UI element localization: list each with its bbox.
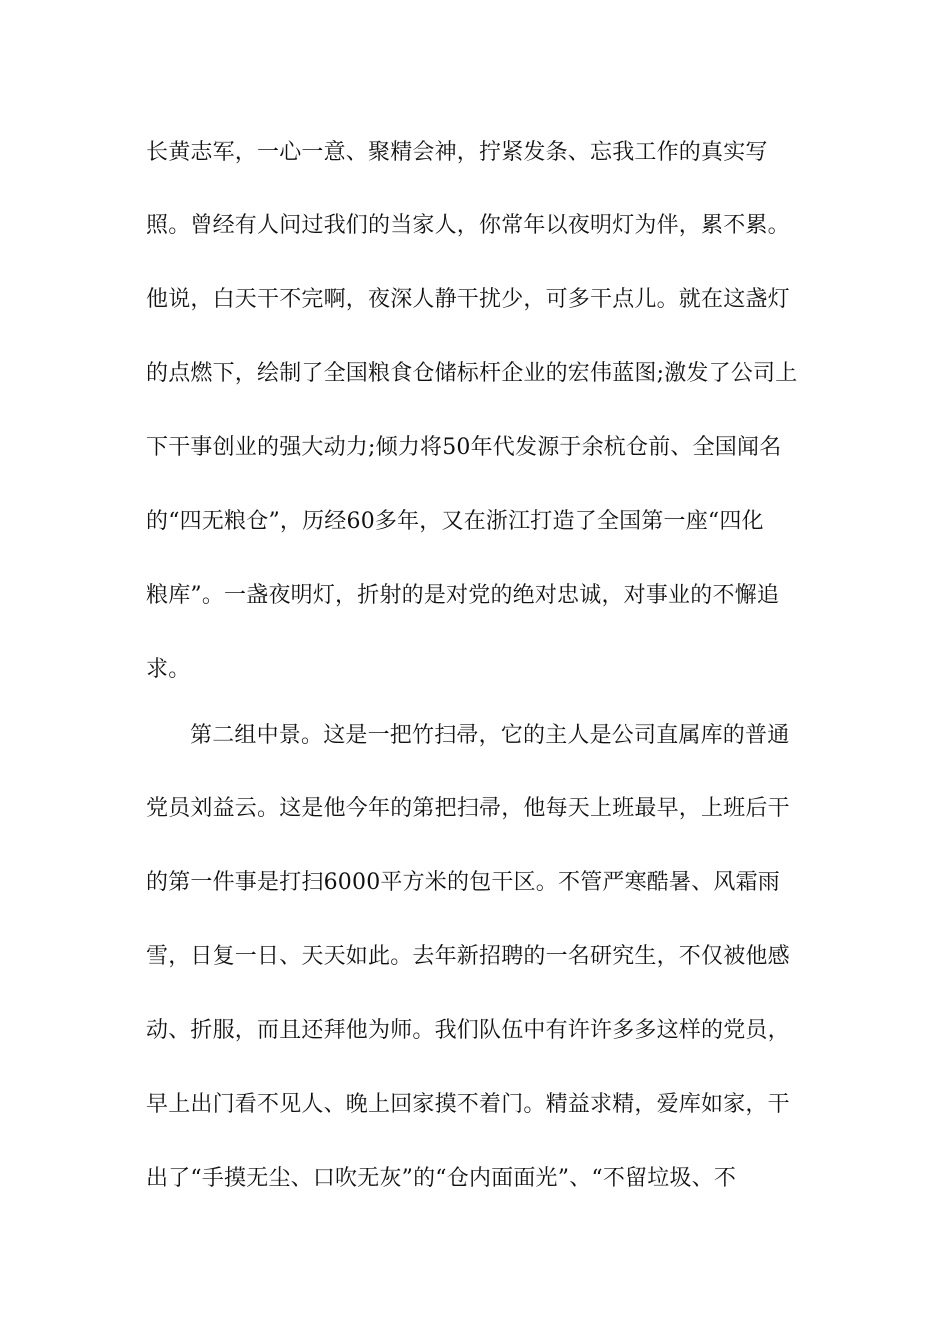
text-line-11: 的第一件事是打扫6000平方米的包干区。不管严寒酷暑、风霜雨 [146, 870, 780, 895]
paragraph-start-line: 第二组中景。这是一把竹扫帚，它的主人是公司直属库的普通 [190, 723, 790, 748]
text-line-2: 照。曾经有人问过我们的当家人，你常年以夜明灯为伴，累不累。 [146, 213, 790, 238]
text-line-14: 早上出门看不见人、晚上回家摸不着门。精益求精，爱库如家，干 [146, 1092, 790, 1117]
text-line-8: 求。 [146, 657, 191, 682]
text-line-10: 党员刘益云。这是他今年的第把扫帚，他每天上班最早，上班后干 [146, 796, 790, 821]
text-line-6: 的“四无粮仓”，历经60多年，又在浙江打造了全国第一座“四化 [146, 509, 764, 534]
text-line-7: 粮库”。一盏夜明灯，折射的是对党的绝对忠诚，对事业的不懈追 [146, 583, 780, 608]
text-line-13: 动、折服，而且还拜他为师。我们队伍中有许许多多这样的党员， [146, 1018, 790, 1043]
text-line-3: 他说，白天干不完啊，夜深人静干扰少，可多干点儿。就在这盏灯 [146, 287, 790, 312]
text-line-5: 下干事创业的强大动力;倾力将50年代发源于余杭仓前、全国闻名 [146, 435, 782, 460]
text-line-12: 雪，日复一日、天天如此。去年新招聘的一名研究生，不仅被他感 [146, 944, 790, 969]
text-line-4: 的点燃下，绘制了全国粮食仓储标杆企业的宏伟蓝图;激发了公司上 [146, 361, 798, 386]
text-line-1: 长黄志军，一心一意、聚精会神，拧紧发条、忘我工作的真实写 [146, 140, 768, 165]
text-line-15: 出了“手摸无尘、口吹无灰”的“仓内面面光”、“不留垃圾、不 [146, 1166, 737, 1191]
